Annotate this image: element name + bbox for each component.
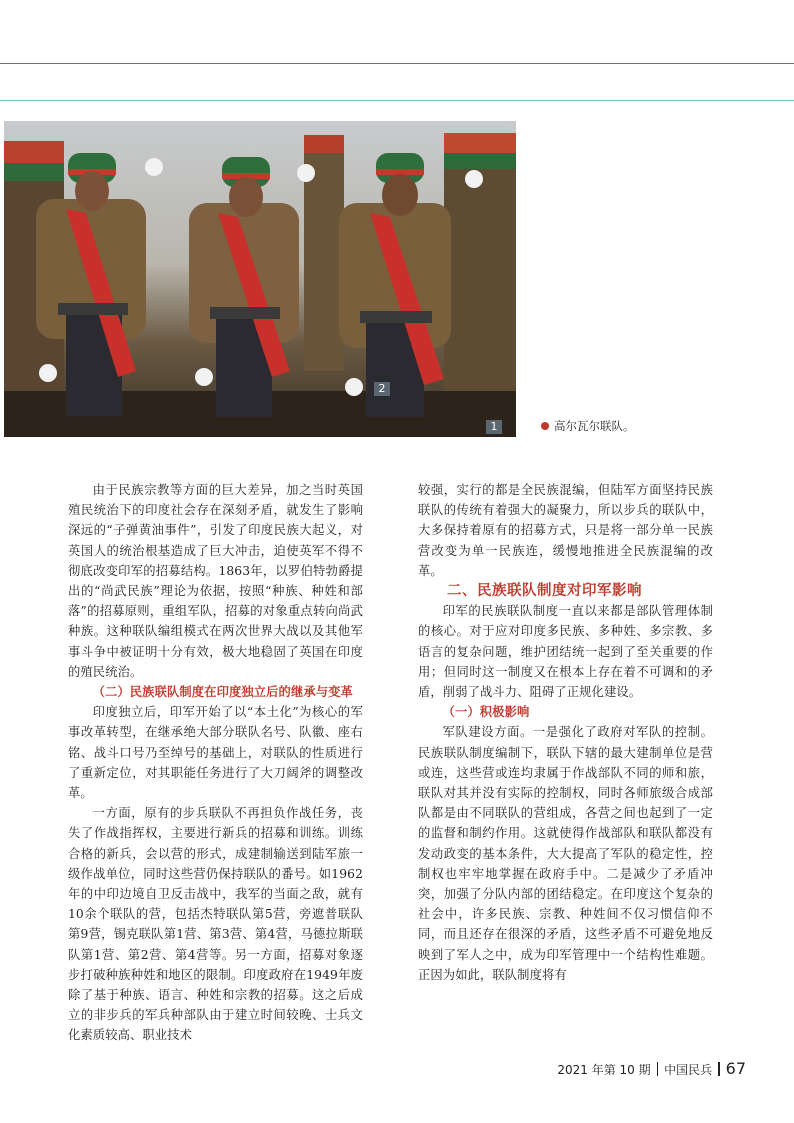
left-paragraph-2: 印度独立后，印军开始了以“本土化”为核心的军事改革转型，在继承绝大部分联队名号、队徽、座右铭、战斗口号乃至绰号的基础上，对联队的性质进行了重新定位，对其职能任务进行了大刀阔斧的调整改革。 — [68, 705, 363, 801]
footer-divider — [657, 1062, 659, 1076]
caption-text: 高尔瓦尔联队。 — [554, 419, 635, 433]
page-footer — [557, 1059, 746, 1078]
page-number: 67 — [725, 1059, 746, 1078]
soldiers-illustration — [4, 121, 516, 437]
header-accent-rule — [0, 100, 794, 101]
photo-tag-1: 1 — [486, 420, 502, 434]
right-paragraph-continued: 较强，实行的都是全民族混编，但陆军方面坚持民族联队的传统有着强大的凝聚力，所以步兵的联队中，大多保持着原有的招募方式，只是将一部分单一民族营改变为单一民族连，缓慢地推进全民族混编的改革。 — [418, 483, 713, 578]
left-column — [68, 480, 363, 1046]
photo-tag-2: 2 — [374, 382, 390, 396]
right-paragraph-3: 军队建设方面。一是强化了政府对军队的控制。民族联队制度编制下，联队下辖的最大建制单位是营或连，这些营或连均隶属于作战部队不同的师和旅，联队对其并没有实际的控制权，同时各师旅级合成部队都是由不同联队的营组成，各营之间也起到了一定的监督和制约作用。这就使得作战部队和联队都没有发动政变的基本条件，大大提高了军队的稳定性，控制权也牢牢地掌握在政府手中。二是减少了矛盾冲突，加强了分队内部的团结稳定。在印度这个复杂的社会中，许多民族、宗教、种姓间不仅习惯信仰不同，而且还存在很深的矛盾，这些矛盾不可避免地反映到了军人之中，成为印军管理中一个结构性难题。正因为如此，联队制度将有 — [418, 725, 713, 982]
left-subheading: （二）民族联队制度在印度独立后的继承与变革 — [92, 685, 353, 700]
left-paragraph-3: 一方面，原有的步兵联队不再担负作战任务，丧失了作战指挥权，主要进行新兵的招募和训练。训练合格的新兵，会以营的形式，成建制输送到陆军旅一级作战单位，同时这些营仍保持联队的番号。如1962年的中印边境自卫反击战中，我军的当面之敌，就有10余个联队的营，包括杰特联队第5营，旁遮普联队第9营，锡克联队第1营、第3营、第4营，马德拉斯联队第1营、第2营、第4营等。另一方面，招募对象逐步打破种族种姓和地区的限制。印度政府在1949年废除了基于种族、语言、种姓和宗教的招募。这之后成立的非步兵的军兵种部队由于建立时间较晚、士兵文化素质较高、职业技术 — [68, 806, 363, 1043]
section-heading: 二、民族联队制度对印军影响 — [447, 583, 642, 600]
footer-divider — [718, 1062, 720, 1076]
right-paragraph-2: 印军的民族联队制度一直以来都是部队管理体制的核心。对于应对印度多民族、多种姓、多宗教、多语言的复杂问题，维护团结统一起到了至关重要的作用；但同时这一制度又在根本上存在着不可调和的矛盾，削弱了战斗力、阻碍了正规化建设。 — [418, 604, 713, 700]
header-rule — [0, 63, 794, 64]
photo-caption — [541, 418, 635, 434]
left-paragraph-1: 由于民族宗教等方面的巨大差异，加之当时英国殖民统治下的印度社会存在深刻矛盾，就发生了影响深远的“子弹黄油事件”，引发了印度民族大起义，对英国人的统治根基造成了巨大冲击，迫使英军不得不彻底改变印军的招募结构。1863年，以罗伯特勃爵提出的“尚武民族”理论为依据，按照“种族、种姓和部落”的招募原则，重组军队，招募的对象重点转向尚武种族。这种联队编组模式在两次世界大战以及其他军事斗争中被证明十分有效，极大地稳固了英国在印度的殖民统治。 — [68, 483, 363, 679]
footer-issue: 2021 年第 10 期 — [557, 1063, 651, 1077]
soldiers-photo — [4, 121, 516, 437]
caption-bullet-icon — [541, 422, 549, 430]
right-subheading: （一）积极影响 — [442, 705, 530, 720]
right-column — [418, 480, 713, 985]
footer-magazine: 中国民兵 — [664, 1063, 713, 1077]
